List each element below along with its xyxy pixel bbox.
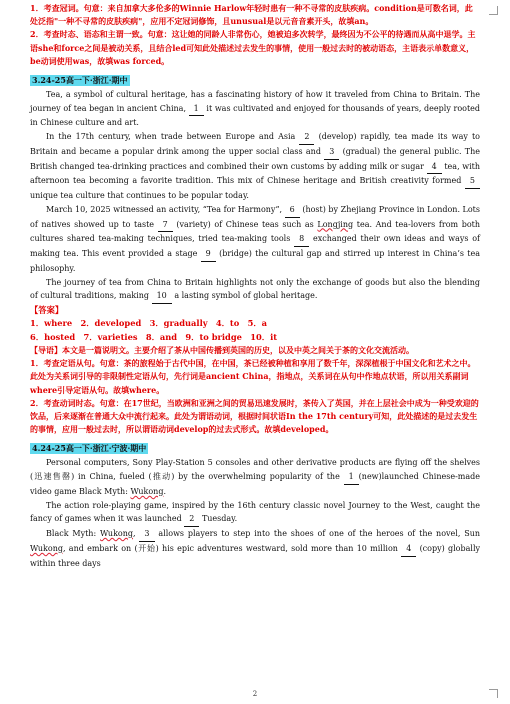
section-heading: 3.24-25高一下·浙江·期中	[32, 74, 128, 85]
blank: 9	[201, 247, 216, 262]
blank: 4	[401, 542, 416, 557]
answer-label: 【答案】	[30, 305, 64, 316]
passage-paragraph: Black Myth: Wukong, 3 allows players to step into the shoes of one of the heroes of the novel, Sun Wukong, and embark on (开始) his epic adventures westward, sold more than 10 million 4 (copy) globally within three days	[30, 529, 481, 568]
blank: 3	[324, 145, 339, 160]
spell-flag-word: Longjing	[317, 219, 354, 229]
blank: 1	[344, 470, 359, 485]
blank: 1	[189, 102, 204, 117]
blank: 7	[158, 218, 173, 233]
passage-paragraph: The action role-playing game, inspired by the 16th century classic novel Journey to the West, caught the fancy of games when it was launched 2 Tuesday.	[30, 499, 480, 528]
passage-paragraph: Personal computers, Sony Play-Station 5 consoles and other derivative products are flying off the shelves (迅速售罄) in China, fueled (推动) by the overwhelming popularity of the 1 (new)launched Chinese-made video game Black Myth: Wukong.	[30, 458, 480, 496]
crop-mark-top-right	[489, 6, 498, 15]
blank: 5	[465, 174, 480, 189]
section-heading: 4.24-25高一下·浙江·宁波·期中	[32, 443, 147, 454]
passage-paragraph: March 10, 2025 witnessed an activity, “Tea for Harmony”, 6 (host) by Zhejiang Province in London. Lots of natives showed up to taste 7 (variety) of Chinese teas such as Longjing tea. And tea-lovers from both cultures shared tea-making techniques, tried tea-making tools 8 exchanged their own ideas and ways of making tea. This event provided a stage 9 (bridge) the cultural gap and stirred up interest in China’s tea philosophy.	[30, 204, 481, 273]
blank: 8	[294, 232, 309, 247]
answers-line: 1．where 2．developed 3．gradually 4．to 5．a	[30, 318, 268, 329]
answers-line: 6．hosted 7．varieties 8．and 9．to bridge 10．it	[30, 331, 278, 342]
blank: 4	[427, 160, 442, 175]
explanation-item: 1．考查冠词。句意：来自加拿大多伦多的Winnie Harlow年轻时患有一种不寻常的皮肤疾病。condition是可数名词，此处泛指"一种不寻常的皮肤疾病"，应用不定冠词修饰，且unusual是以元音音素开头，故填an。	[30, 3, 473, 27]
passage-paragraph: In the 17th century, when trade between Europe and Asia 2 (develop) rapidly, tea made its way to Britain and became a popular drink among the upper social class and 3 (gradual) the general public. The British changed tea-drinking practices and combined their own customs by adding milk or sugar 4 tea, with afternoon tea becoming a favorite tradition. This mix of Chinese heritage and British creativity formed 5 unique tea culture that continues to be popular today.	[30, 132, 481, 201]
blank: 3	[139, 527, 154, 542]
spell-flag-word: Wukong	[30, 543, 63, 553]
blank: 6	[285, 203, 300, 218]
explanation-item: 2．考查时态、语态和主谓一致。句意：这让她的同龄人非常伤心，她被迫多次转学，最终因为不公平的待遇而从高中退学。主语she和force之间是被动关系，且结合led可知此处描述过去发生的事情，使用一般过去时的被动语态，主语表示单数意义，be动词使用was，故填was forced。	[30, 29, 476, 66]
spell-flag-word: Wukong	[130, 486, 164, 496]
guide-text: 【导语】本文是一篇说明文。主要介绍了茶从中国传播到英国的历史，以及中英之间关于茶的文化交流活动。	[30, 344, 414, 355]
page-number: 2	[252, 690, 258, 698]
passage-paragraph: The journey of tea from China to Britain highlights not only the exchange of goods but also the blending of cultural traditions, making 10 a lasting symbol of global heritage.	[30, 276, 480, 305]
explanation-item: 1．考查定语从句。句意：茶的旅程始于古代中国，在中国，茶已经被种植和享用了数千年，深深植根于中国文化和艺术之中。此处为关系词引导的非限制性定语从句，先行词是ancient China，指地点，关系词在从句中作地点状语，所以用关系副词where引导定语从句。故填where。	[30, 358, 476, 395]
blank: 2	[184, 512, 199, 527]
explanation-item: 2．考查动词时态。句意：在17世纪，当欧洲和亚洲之间的贸易迅速发展时，茶传入了英国，并在上层社会中成为一种受欢迎的饮品，后来逐渐在普通大众中流行起来。此处为谓语动词，根据时间状语In the 17th century可知，此处描述的是过去发生的事情，应用一般过去时，所以谓语动词develop的过去式形式。故填developed。	[30, 397, 479, 435]
passage-paragraph: Tea, a symbol of cultural heritage, has a fascinating history of how it traveled from China to Britain. The journey of tea began in ancient China, 1 it was cultivated and enjoyed for thousands of years, deeply rooted in Chinese culture and art.	[30, 89, 481, 128]
blank: 2	[299, 130, 314, 145]
spell-flag-word: Wukong	[100, 529, 134, 539]
blank: 10	[152, 289, 172, 304]
